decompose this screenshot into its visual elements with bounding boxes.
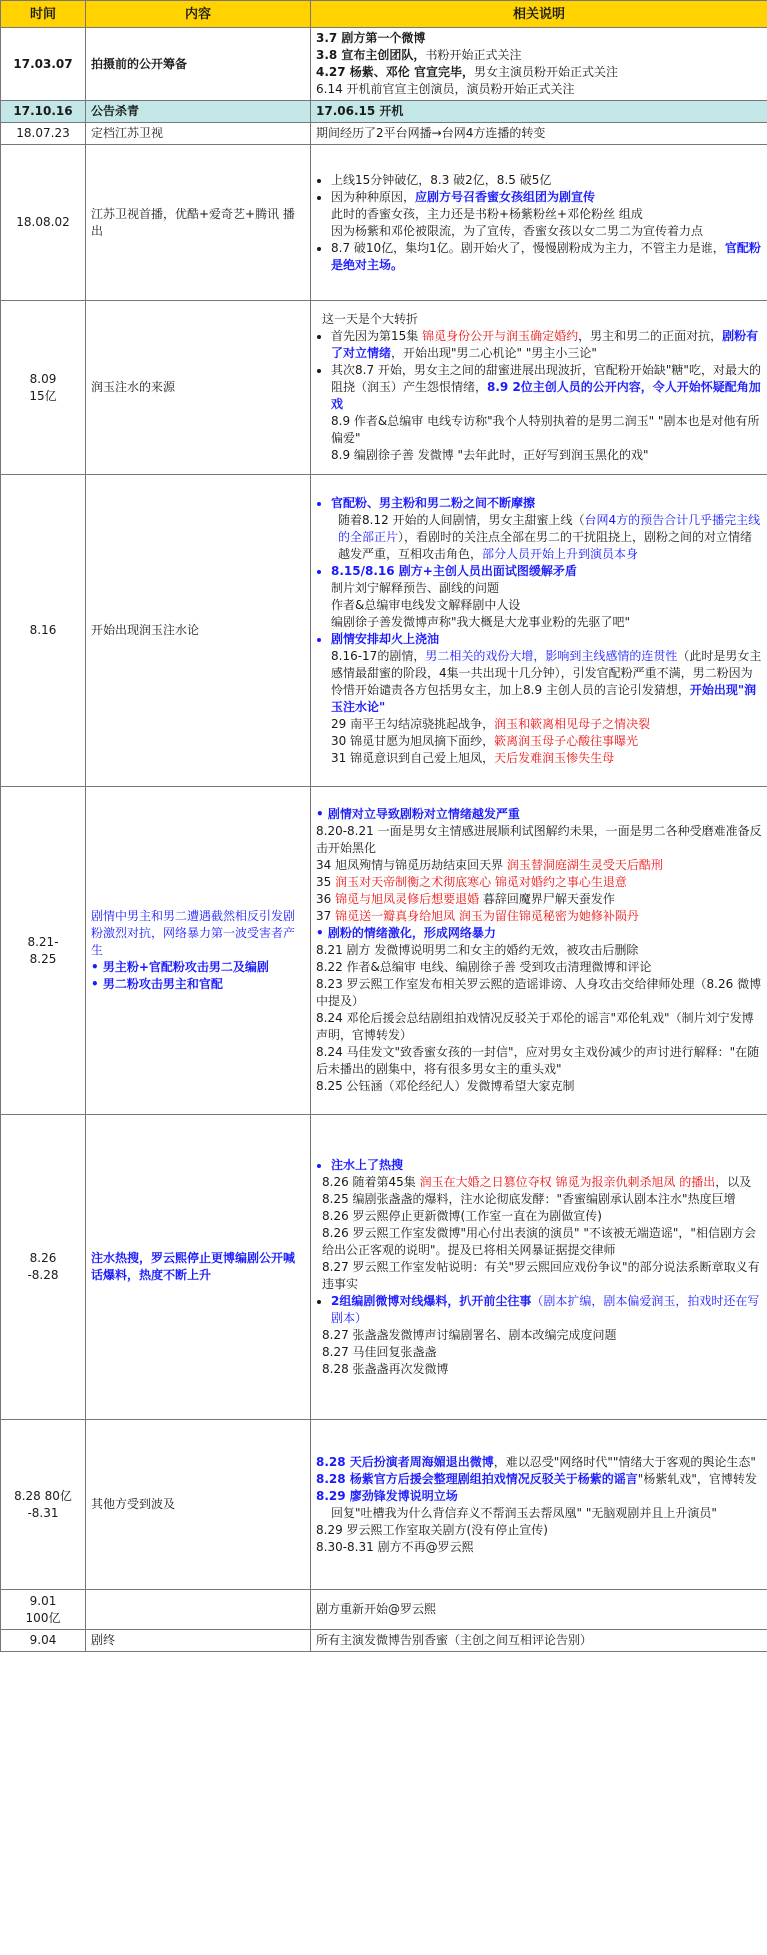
note-line: 8.22 作者&总编审 电线、编剧徐子善 受到攻击清理微博和评论 <box>316 960 652 974</box>
note-line: 回复"吐槽我为什么背信弃义不帮润玉去帮凤凰" "无脑观剧并且上升演员" <box>331 1505 717 1520</box>
content-cell <box>86 787 311 1115</box>
content-cell: 定档江苏卫视 <box>86 123 311 145</box>
note-line: 8.9 作者&总编审 电线专访称"我个人特别执着的是男二润玉" "剧本也是对他有所偏爱" <box>331 414 760 445</box>
content-cell: 剧终 <box>86 1630 311 1652</box>
content-cell: 拍摄前的公开筹备 <box>86 28 311 101</box>
note-point: • 首先因为第15集 锦觅身份公开与润玉确定婚约，男主和男二的正面对抗，剧粉有了对立情绪，开始出现"男二心机论" "男主小三论" <box>331 328 762 362</box>
notes-cell: 所有主演发微博告别香蜜（主创之间互相评论告别） <box>311 1630 767 1652</box>
note-line: 8.26 罗云熙工作室发微博"用心付出表演的演员" "不该被无端造谣"，"相信剧方会给出公正客观的说明"。提及已将相关网暴证据提交律师 <box>322 1225 756 1257</box>
notes-cell: 17.06.15 开机 <box>311 101 767 123</box>
table-row <box>1 123 767 145</box>
note-line: 8.28 张盏盏再次发微博 <box>322 1361 449 1376</box>
note-line: 8.29 罗云熙工作室取关剧方(没有停止宣传) <box>316 1522 548 1537</box>
episode-line: 30 锦觅甘愿为旭凤摘下面纱，簌离润玉母子心酸往事曝光 <box>331 733 639 748</box>
date-cell: 8.21- 8.25 <box>1 787 86 1115</box>
content-line: • 男二粉攻击男主和官配 <box>91 977 223 991</box>
content-cell: 其他方受到波及 <box>86 1420 311 1590</box>
note-line: 8.9 编剧徐子善 发微博 "去年此时，正好写到润玉黑化的戏" <box>331 448 649 462</box>
date-cell: 18.07.23 <box>1 123 86 145</box>
note-line: 随着8.12 开始的人间剧情，男女主甜蜜上线（台网4方的预告合计几乎播完主线的全部正片），看剧时的关注点全部在男二的干扰阻挠上，剧粉之间的对立情绪越发严重，互相攻击角色，部分人员开始上升到演员本身 <box>338 512 761 561</box>
episode-line: 34 旭凤殉情与锦觅历劫结束回天界 润玉替洞庭湖生灵受天后酷刑 <box>316 858 663 872</box>
date-cell: 17.03.07 <box>1 28 86 101</box>
note-line: 制片刘宁解释预告、副线的问题 <box>331 580 500 595</box>
note-line: 编剧徐子善发微博声称"我大概是大龙事业粉的先驱了吧" <box>331 614 631 629</box>
note-line: 这一天是个大转折 <box>322 312 419 326</box>
notes-cell <box>311 475 767 787</box>
table-row <box>1 145 767 301</box>
note-line: 8.27 马佳回复张盏盏 <box>322 1344 437 1359</box>
table-row <box>1 101 767 123</box>
date-cell: 9.04 <box>1 1630 86 1652</box>
content-cell: 润玉注水的来源 <box>86 301 311 475</box>
note-line: 8.20-8.21 一面是男女主情感进展顺利试图解约未果，一面是男二各种受磨难准备反击开始黑化 <box>316 824 762 855</box>
notes-cell: 期间经历了2平台网播→台网4方连播的转变 <box>311 123 767 145</box>
note-line: 8.27 张盏盏发微博声讨编剧署名、剧本改编完成度问题 <box>322 1327 617 1342</box>
notes-cell <box>311 1420 767 1590</box>
date-cell: 9.01 100亿 <box>1 1590 86 1630</box>
note-line: 作者&总编审电线发文解释剧中人设 <box>331 597 521 612</box>
note-point: • 上线15分钟破亿，8.3 破2亿，8.5 破5亿 <box>331 172 762 189</box>
note-heading: • 剧情对立导致剧粉对立情绪越发严重 <box>316 807 520 821</box>
table-row <box>1 1590 767 1630</box>
note-heading: • 注水上了热搜 <box>331 1157 762 1174</box>
date-cell: 8.26 -8.28 <box>1 1115 86 1420</box>
date-cell: 8.28 80亿 -8.31 <box>1 1420 86 1590</box>
content-cell: 开始出现润玉注水论 <box>86 475 311 787</box>
note-line: 8.26 随着第45集 润玉在大婚之日篡位夺权 锦觅为报亲仇刺杀旭凤 的播出，以及8.25 编剧张盏盏的爆料，注水论彻底发酵："香蜜编剧承认剧本注水"热度巨增 <box>322 1174 752 1206</box>
notes-cell <box>311 1115 767 1420</box>
note-heading: • 2组编剧微博对线爆料，扒开前尘往事（剧本扩编，剧本偏爱润玉，拍戏时还在写剧本） <box>331 1293 762 1327</box>
table-row <box>1 1115 767 1420</box>
note-line: 8.29 廖劲锋发博说明立场 <box>316 1488 458 1503</box>
note-line: 8.24 马佳发文"致香蜜女孩的一封信"，应对男女主戏份减少的声讨进行解释："在随后未播出的剧集中，将有很多男女主的重头戏" <box>316 1045 760 1076</box>
content-cell: 注水热搜，罗云熙停止更博编剧公开喊话爆料，热度不断上升 <box>86 1115 311 1420</box>
note-line: 3.8 宣布主创团队，书粉开始正式关注 <box>316 48 522 62</box>
date-cell: 8.09 15亿 <box>1 301 86 475</box>
episode-line: 31 锦觅意识到自己爱上旭凤，天后发难润玉惨失生母 <box>331 750 615 765</box>
notes-cell: 剧方重新开始@罗云熙 <box>311 1590 767 1630</box>
note-heading: • 官配粉、男主粉和男二粉之间不断摩擦 <box>331 495 762 512</box>
note-line: 4.27 杨紫、邓伦 官宣完毕，男女主演员粉开始正式关注 <box>316 65 618 79</box>
header-row <box>1 1 767 28</box>
content-cell <box>86 1590 311 1630</box>
notes-cell <box>311 145 767 301</box>
notes-cell <box>311 28 767 101</box>
table-row <box>1 28 767 101</box>
content-line: 剧情中男主和男二遭遇截然相反引发剧粉激烈对抗，网络暴力第一波受害者产生 <box>91 909 296 957</box>
notes-cell <box>311 787 767 1115</box>
note-line: 8.26 罗云熙停止更新微博(工作室一直在为剧做宣传) <box>322 1208 602 1223</box>
header-content: 内容 <box>86 1 311 28</box>
content-cell: 江苏卫视首播，优酷+爱奇艺+腾讯 播出 <box>86 145 311 301</box>
table-row <box>1 787 767 1115</box>
note-line: 8.25 公钰涵（邓伦经纪人）发微博希望大家克制 <box>316 1079 575 1093</box>
note-line: 8.28 杨紫官方后援会整理剧组拍戏情况反驳关于杨紫的谣言"杨紫轧戏"，官博转发 <box>316 1471 757 1486</box>
note-point: • 8.7 破10亿，集均1亿。剧开始火了，慢慢剧粉成为主力，不管主力是谁，官配粉是绝对主场。 <box>331 240 762 274</box>
note-point: • 其次8.7 开始，男女主之间的甜蜜进展出现波折，官配粉开始缺"糖"吃，对最大的阻挠（润玉）产生怨恨情绪，8.9 2位主创人员的公开内容，令人开始怀疑配角加戏 <box>331 362 762 413</box>
table-row <box>1 1630 767 1652</box>
note-line: 6.14 开机前官宣主创演员，演员粉开始正式关注 <box>316 82 575 96</box>
date-cell: 17.10.16 <box>1 101 86 123</box>
date-cell: 18.08.02 <box>1 145 86 301</box>
table-row <box>1 475 767 787</box>
table-row <box>1 1420 767 1590</box>
note-line: 8.27 罗云熙工作室发帖说明：有关"罗云熙回应戏份争议"的部分说法系断章取义有违事实 <box>322 1259 760 1291</box>
notes-cell <box>311 301 767 475</box>
note-line: 8.16-17的剧情，男二相关的戏份大增，影响到主线感情的连贯性（此时是男女主感情最甜蜜的阶段，4集一共出现十几分钟），引发官配粉严重不满，男二粉因为怜惜开始谴责各方包括男女主，加上8.9 主创人员的言论引发猜想，开始出现"润玉注水论" <box>331 648 762 714</box>
content-line: • 男主粉+官配粉攻击男二及编剧 <box>91 960 269 974</box>
episode-line: 36 锦觅与旭凤灵修后想要退婚 暮辞回魔界尸解天蚕发作 <box>316 892 615 906</box>
note-line: 8.28 天后扮演者周海媚退出微博，难以忍受"网络时代""情绪大于客观的舆论生态" <box>316 1454 756 1469</box>
episode-line: 37 锦觅送一瓣真身给旭凤 润玉为留住锦觅秘密为她修补陨丹 <box>316 909 639 923</box>
note-line: 8.30-8.31 剧方不再@罗云熙 <box>316 1539 474 1554</box>
episode-line: 29 南平王勾结凉骁挑起战争，润玉和簌离相见母子之情决裂 <box>331 716 651 731</box>
table-row <box>1 301 767 475</box>
note-heading: • 剧粉的情绪激化，形成网络暴力 <box>316 926 496 940</box>
date-cell: 8.16 <box>1 475 86 787</box>
header-notes: 相关说明 <box>311 1 767 28</box>
note-line: 8.24 邓伦后援会总结剧组拍戏情况反驳关于邓伦的谣言"邓伦轧戏"（制片刘宁发博声明，官博转发） <box>316 1011 754 1042</box>
content-cell: 公告杀青 <box>86 101 311 123</box>
note-heading: • 剧情安排却火上浇油 <box>331 631 762 648</box>
note-line: 8.21 剧方 发微博说明男二和女主的婚约无效，被攻击后删除 <box>316 943 639 957</box>
note-point: • 因为种种原因，应剧方号召香蜜女孩组团为剧宣传 此时的香蜜女孩，主力还是书粉+杨紫粉丝+邓伦粉丝 组成 因为杨紫和邓伦被限流，为了宣传，香蜜女孩以女二男二为宣传着力点 <box>331 189 762 240</box>
note-line: 3.7 剧方第一个微博 <box>316 31 426 45</box>
episode-line: 35 润玉对天帝制衡之术彻底寒心 锦觅对婚约之事心生退意 <box>316 875 627 889</box>
note-heading: • 8.15/8.16 剧方+主创人员出面试图缓解矛盾 <box>331 563 762 580</box>
note-line: 8.23 罗云熙工作室发布相关罗云熙的造谣诽谤、人身攻击交给律师处理（8.26 微博中提及） <box>316 977 762 1008</box>
header-time: 时间 <box>1 1 86 28</box>
